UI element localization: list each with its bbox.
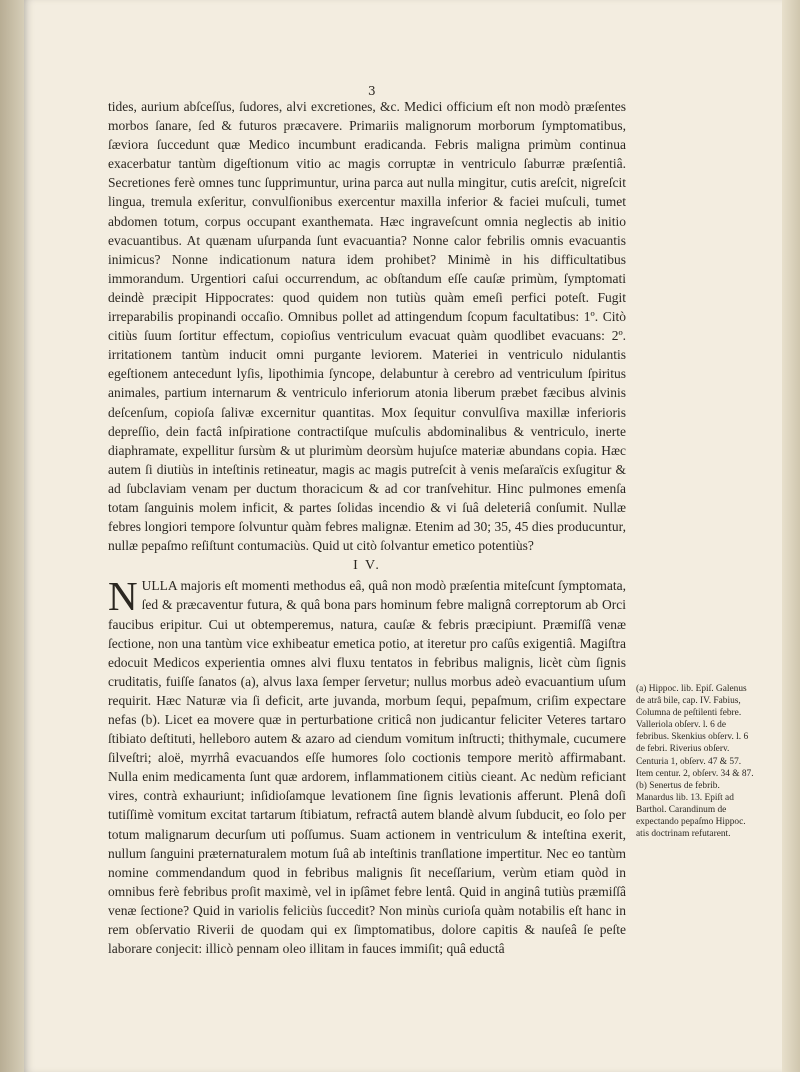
margin-note-b: (b) Senertus de febrib. Manardus lib. 13. Epiſt ad Barthol. Carandinum de expectando pepaſmo Hippoc. atis doctrinam refutarent. — [636, 780, 746, 840]
paragraph-2 — [108, 573, 626, 958]
margin-note-a: (a) Hippoc. lib. Epiſ. Galenus de atrâ bile, cap. IV. Fabius, Columna de peſtilenti febre. Valleriola obſerv. l. 6 de febribus. Skenkius obſerv. l. 6 de febri. Riverius obſerv. Centuria 1, obſerv. 47 & 57. Item centur. 2, obſerv. 34 & 87. — [636, 684, 754, 779]
page-number: 3 — [368, 84, 376, 98]
dropcap-letter: N — [108, 573, 138, 620]
main-text-block — [108, 97, 626, 958]
section-heading: I V. — [353, 558, 381, 574]
paragraph-2-text: ULLA majoris eſt momenti methodus eâ, quâ non modò præſentia miteſcunt ſymptomata, ſed & præcaventur futura, & quâ bona pars hominum febre malignâ correptorum ab Orci faucibus eripitur. Cui ut obtemperemus, natura, cauſæ & febris præcipiunt. Præmiſſâ venæ ſectione, non una tantùm vice exhibeatur emetica potio, at iteretur pro caſûs exigentiâ. Magiſtra edocuit Medicos experientia omnes alvi fluxu tentatos in febribus malignis, licèt cùm ſignis cruditatis, fuiſſe ſanatos (a), alvus laxa ſemper ſervetur; nullus morbus adeò evacuantium uſum requirit. Hæc Naturæ via ſi deficit, arte juvanda, morbum ſequi, pepaſmum, criſim expectare nefas (b). Licet ea movere quæ in perturbatione criticâ non judicantur feliciter Veteres tartaro ſtibiato deſtituti, helleboro autem & azaro ad ciendum vomitum inſtructi; thithymale, cucumere ſilveſtri; aloë, myrrhâ evacuandos eſſe humores ſolo coctionis tempore meritò affirmabant. Nulla enim medicamenta ſunt quæ ardorem, inflammationem citiùs cieant. Ac nedùm reficiant vires, contrà exhauriunt; inſidioſamque levationem ſine ſignis levationis afferunt. Plenâ doſi tutiſſimè vomitum excitat tartarum ſtibiatum, refractâ autem blandè alvum ſubducit, eo ſolo per totum malignarum decurſum uti poſſumus. Suam actionem in ventriculum & inteſtina exerit, nullum ſanguini præternaturalem motum ſuâ ab inteſtinis tranſlatione impertitur. Nec eo tantùm nomine commendandum quod in febribus malignis ſit neceſſarium, verùm etiam quòd in omnibus ferè febribus proſit maximè, vel in ipſâmet febre lentâ. Quid in anginâ tutiùs præmiſſâ venæ ſectione? Quid in variolis feliciùs ſuccedit? Non minùs curioſa quàm notabilis eſt hanc in rem obſervatio Riverii de quodam qui ex ſimptomatibus, dolore capitis & nauſeâ ſe peſte laborare conjecit: illicò pennam oleo illitam in fauces immiſit; quâ eductâ — [108, 578, 626, 957]
margin-notes — [636, 683, 754, 840]
binding-edge — [0, 0, 24, 1072]
page-fore-edge — [782, 0, 800, 1072]
paragraph-1: tides, aurium abſceſſus, ſudores, alvi excretiones, &c. Medici officium eſt non modò præſentes morbos ſanare, ſed & futuros præcavere. Primariis malignorum morborum ſymptomatibus, ſæviora ſuccedunt quæ Medico incumbunt eradicanda. Febris maligna primùm continua exacerbatur tantùm digeſtionum vitio ac magis corruptæ in ventriculo ſaburræ præſentiâ. Secretiones ferè omnes tunc ſupprimuntur, urina parca aut nulla mingitur, cutis areſcit, nigreſcit lingua, tremula exſeritur, convulſionibus exercentur maxilla inferior & faciei muſculi, tumet abdomen totum, corpus occupant exanthemata. Hæc ingraveſcunt omnia neglectis ab initio evacuantibus. At quænam uſurpanda ſunt evacuantia? Nonne calor febrilis omnis evacuantis inimicus? Nonne indicationum natura idem prohibet? Minimè in his difficultatibus immorandum. Urgentiori caſui occurrendum, ac obſtandum eſſe cauſæ primùm, ſymptomati deindè præcipit Hippocrates: quod quidem non tutiùs quàm emeſi perfici poteſt. Fugit irreparabilis propinandi occaſio. Omnibus pollet ad attingendum ſcopum facultatibus: 1º. Citò citiùs ſuum ſortitur effectum, copioſius ventriculum evacuat quàm quodlibet evacuans: 2º. irritationem tantùm inducit omni purgante leviorem. Materiei in ventriculo nidulantis egeſtionem antecedunt lyſis, lipothimia ſyncope, delabuntur à cerebro ad ventriculum ſpiritus animales, partium internarum & ventriculo inferiorum atonia liberum præbet fæcibus alvinis deſcenſum, copioſa ſalivæ excernitur quantitas. Mox ſequitur convulſiva maxillæ inferioris depreſſio, dein factâ inſpiratione contractiſque muſculis abdominalibus & ventriculo, inerte diaphramate, expellitur ſursùm & ut plurimùm deorsùm hujuſce materiæ abundans copia. Hæc autem ſi diutiùs in inteſtinis retineatur, magis ac magis putreſcit à venis meſaraïcis exſugitur & ad ſubclaviam venam per ductum thoracicum & ad cor tranſvehitur. Hinc pulmones emenſa totam ſanguinis molem inficit, & partes ſolidas incendio & vi ſuâ deleteriâ conſumit. Nullæ febres longiori tempore ſolvuntur quàm febres malignæ. Etenim ad 30; 35, 45 dies producuntur, nullæ pepaſmo reſiſtunt contumaciùs. Quid ut citò ſolvantur emetico potentiùs? — [108, 99, 626, 554]
